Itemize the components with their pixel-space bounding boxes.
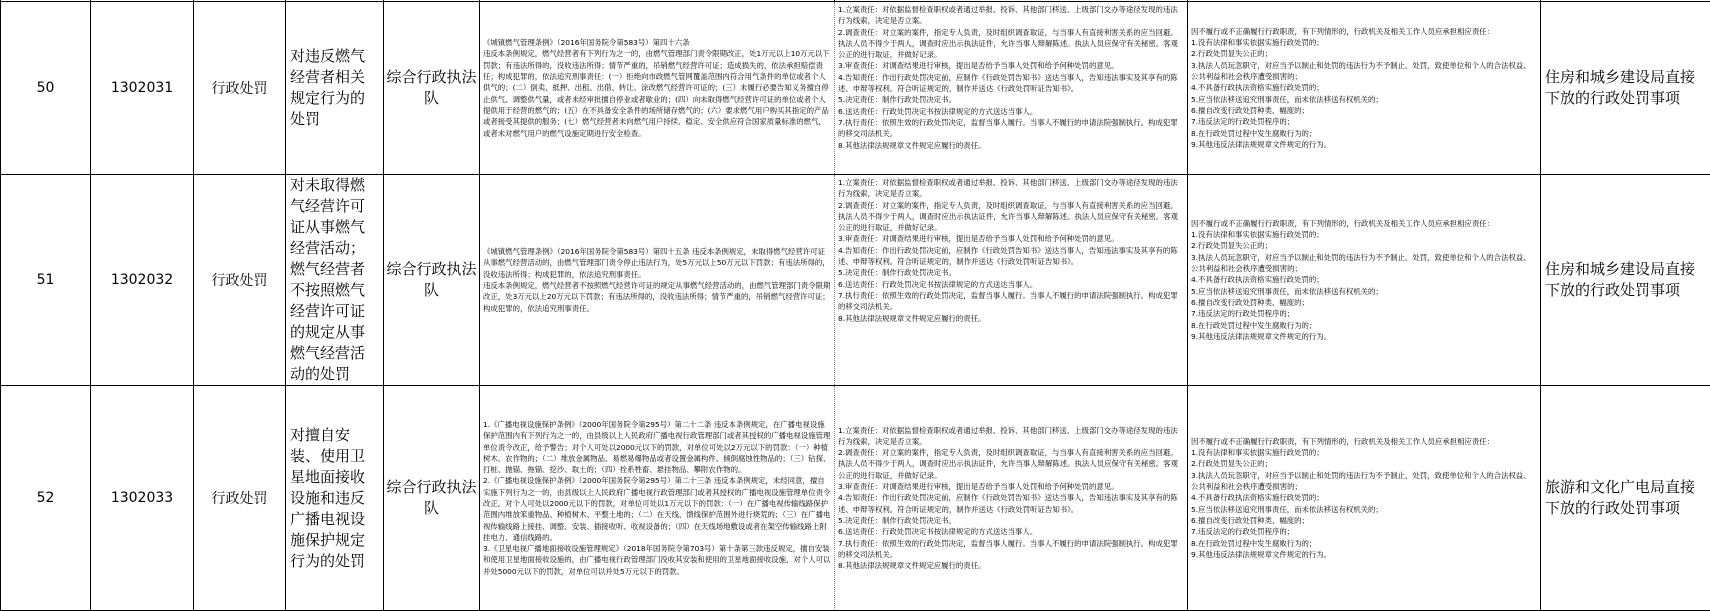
resp-item: 1.立案责任：对依据监督检查职权或者通过举报、投诉、其他部门移送、上级部门交办等途径发现的违法行为线索，决定是否立案。 [838, 4, 1184, 27]
item-name: 对未取得燃气经营许可证从事燃气经营活动；燃气经营者不按照燃气经营许可证的规定从事燃气经营活动的处罚 [286, 175, 384, 386]
bureau-note: 住房和城乡建设局直接下放的行政处罚事项 [1541, 175, 1710, 386]
resp-item: 5.决定责任：制作行政处罚决定书。 [838, 515, 1184, 526]
basis-paragraph: 1.《广播电视设施保护条例》（2000年国务院令第295号）第二十二条 违反本条例规定，在广播电视设施保护范围内有下列行为之一的，由县级以上人民政府广播电视行政管理部门或者其授权的广播电视设施管理单位责令改正，给予警告；对个人可处以2000元以下的罚款，对单位可处以2万元以下的罚款：（一）种植树木、农作物的；（二）堆放金属物品、易燃易爆物品或者设置金属构件、倾倒腐蚀性物品的；（三）钻探、打桩、抛锚、拖锚、挖沙、取土的；（四）拴系牲畜、悬挂物品、攀附农作物的。 [483, 419, 831, 475]
basis-paragraph: 《城镇燃气管理条例》（2016年国务院令第583号）第四十五条 违反本条例规定，未取得燃气经营许可证从事燃气经营活动的，由燃气管理部门责令停止违法行为，处5万元以上50万元以下罚款；有违法所得的，没收违法所得；构成犯罪的，依法追究刑事责任。 [483, 246, 831, 280]
acc-item: 8.在行政处罚过程中发生腐败行为的； [1191, 128, 1537, 139]
acc-item: 7.违反法定的行政处罚程序的； [1191, 526, 1537, 537]
resp-item: 1.立案责任：对依据监督检查职权或者通过举报、投诉、其他部门移送、上级部门交办等途径发现的违法行为线索，决定是否立案。 [838, 177, 1184, 200]
basis-paragraph: 《城镇燃气管理条例》（2016年国务院令第583号）第四十六条 [483, 37, 831, 48]
resp-item: 5.决定责任：制作行政处罚决定书。 [838, 267, 1184, 278]
acc-item: 3.执法人员玩忽职守，对应当予以制止和处罚的违法行为不予制止、处罚，致使单位和个人的合法权益、公共利益和社会秩序遭受损害的； [1191, 60, 1537, 83]
acc-item: 6.擅自改变行政处罚种类、幅度的； [1191, 297, 1537, 308]
acc-item: 因不履行或不正确履行行政职责，有下列情形的，行政机关及相关工作人员应承担相应责任： [1191, 218, 1537, 229]
resp-item: 6.送达责任：行政处罚决定书按法律规定的方式送达当事人。 [838, 279, 1184, 290]
item-type: 行政处罚 [194, 2, 286, 175]
acc-item: 2.行政处罚显失公正的； [1191, 458, 1537, 469]
acc-item: 5.应当依法移送追究刑事责任，而未依法移送有权机关的； [1191, 286, 1537, 297]
resp-item: 2.调查责任：对立案的案件，指定专人负责，及时组织调查取证，与当事人有直接利害关系的应当回避。执法人员不得少于两人，调查时应出示执法证件，允许当事人辩解陈述。执法人员应保守有关秘密。客观公正的进行取证，并做好记录。 [838, 200, 1184, 234]
acc-item: 3.执法人员玩忽职守，对应当予以制止和处罚的违法行为不予制止、处罚，致使单位和个人的合法权益、公共利益和社会秩序遭受损害的； [1191, 470, 1537, 493]
acc-item: 7.违反法定的行政处罚程序的； [1191, 116, 1537, 127]
enforcement-dept: 综合行政执法队 [384, 175, 480, 386]
acc-item: 9.其他违反法律法规规章文件规定的行为。 [1191, 139, 1537, 150]
acc-item: 8.在行政处罚过程中发生腐败行为的； [1191, 538, 1537, 549]
resp-item: 2.调查责任：对立案的案件，指定专人负责，及时组织调查取证，与当事人有直接利害关系的应当回避。执法人员不得少于两人，调查时应出示执法证件，允许当事人辩解陈述。执法人员应保守有关秘密。客观公正的进行取证，并做好记录。 [838, 27, 1184, 61]
item-name: 对擅自安装、使用卫星地面接收设施和违反广播电视设施保护规定行为的处罚 [286, 386, 384, 611]
resp-item: 4.告知责任：作出行政处罚决定前，应制作《行政处罚告知书》送达当事人，告知违法事实及其享有的陈述、申辩等权利。符合听证规定的，制作并送达《行政处罚听证告知书》。 [838, 72, 1184, 95]
acc-item: 8.在行政处罚过程中发生腐败行为的； [1191, 320, 1537, 331]
resp-item: 6.送达责任：行政处罚决定书按法律规定的方式送达当事人。 [838, 526, 1184, 537]
legal-basis [480, 2, 835, 175]
resp-item: 4.告知责任：作出行政处罚决定前，应制作《行政处罚告知书》送达当事人，告知违法事实及其享有的陈述、申辩等权利。符合听证规定的，制作并送达《行政处罚听证告知书》。 [838, 245, 1184, 268]
acc-item: 3.执法人员玩忽职守，对应当予以制止和处罚的违法行为不予制止、处罚，致使单位和个人的合法权益、公共利益和社会秩序遭受损害的； [1191, 252, 1537, 275]
item-number: 50 [1, 2, 91, 175]
table-row [1, 175, 1710, 386]
resp-item: 8.其他法律法规规章文件规定应履行的责任。 [838, 140, 1184, 151]
resp-item: 3.审查责任：对调查结果进行审核，提出是否给予当事人处罚和给予何种处罚的意见。 [838, 481, 1184, 492]
item-code: 1302031 [91, 2, 194, 175]
resp-item: 3.审查责任：对调查结果进行审核，提出是否给予当事人处罚和给予何种处罚的意见。 [838, 233, 1184, 244]
item-number: 51 [1, 175, 91, 386]
resp-item: 5.决定责任：制作行政处罚决定书。 [838, 94, 1184, 105]
basis-paragraph: 2.《广播电视设施保护条例》（2000年国务院令第295号）第二十三条 违反本条例规定，未经同意，擅自实施下列行为之一的，由县级以上人民政府广播电视行政管理部门或者其授权的广播电视设施管理单位责令改正，对个人可处以2000元以下的罚款，对单位可处以1万元以下的罚款：（一）在广播电视传输线路保护范围内堆放笨重物品、种植树木、平整土地的；（二）在天线、馈线保护范围外进行烧荒的；（三）在广播电视传输线路上接挂、调整、安装、插接收听、收视设备的；（四）在天线场地敷设或者在架空传输线路上附挂电力、通信线路的。 [483, 475, 831, 543]
accountability-list [1188, 2, 1541, 175]
bureau-note: 旅游和文化广电局直接下放的行政处罚事项 [1541, 386, 1710, 611]
responsibility-list [835, 175, 1188, 386]
resp-item: 1.立案责任：对依据监督检查职权或者通过举报、投诉、其他部门移送、上级部门交办等途径发现的违法行为线索，决定是否立案。 [838, 425, 1184, 448]
basis-paragraph: 3.《卫星电视广播地面接收设施管理规定》（2018年国务院令第703号）第十条第三款违反规定，擅自安装和使用卫星地面接收设施的，由广播电视行政管理部门没收其安装和使用的卫星地面接收设施，对个人可以并处5000元以下的罚款，对单位可以并处5万元以下的罚款。 [483, 543, 831, 577]
enforcement-dept: 综合行政执法队 [384, 386, 480, 611]
basis-paragraph: 违反本条例规定，燃气经营者有下列行为之一的，由燃气管理部门责令限期改正，处1万元以上10万元以下罚款；有违法所得的，没收违法所得；情节严重的，吊销燃气经营许可证；造成损失的，依法承担赔偿责任；构成犯罪的，依法追究刑事责任：(一）拒绝向市政燃气管网覆盖范围内符合用气条件的单位或者个人供气的；(二）倒卖、抵押、出租、出借、转让、涂改燃气经营许可证的；(三）未履行必要告知义务擅自停止供气、调整供气量，或者未经审批擅自停业或者歇业的；(四）向未取得燃气经营许可证的单位或者个人提供用于经营的燃气的；(五）在不具备安全条件的场所储存燃气的；(六）要求燃气用户购买其指定的产品或者接受其提供的服务；(七）燃气经营者未向燃气用户持续、稳定、安全供应符合国家质量标准的燃气，或者未对燃气用户的燃气设施定期进行安全检查。 [483, 48, 831, 138]
item-code: 1302033 [91, 386, 194, 611]
acc-item: 5.应当依法移送追究刑事责任，而未依法移送有权机关的； [1191, 504, 1537, 515]
accountability-list [1188, 175, 1541, 386]
acc-item: 因不履行或不正确履行行政职责，有下列情形的，行政机关及相关工作人员应承担相应责任： [1191, 26, 1537, 37]
responsibility-list [835, 386, 1188, 611]
resp-item: 3.审查责任：对调查结果进行审核，提出是否给予当事人处罚和给予何种处罚的意见。 [838, 60, 1184, 71]
legal-basis [480, 175, 835, 386]
resp-item: 7.执行责任：依照生效的行政处罚决定，监督当事人履行。当事人不履行的申请法院强制执行。构成犯罪的移交司法机关。 [838, 117, 1184, 140]
resp-item: 8.其他法律法规规章文件规定应履行的责任。 [838, 560, 1184, 571]
resp-item: 8.其他法律法规规章文件规定应履行的责任。 [838, 313, 1184, 324]
accountability-list [1188, 386, 1541, 611]
enforcement-dept: 综合行政执法队 [384, 2, 480, 175]
table-row [1, 2, 1710, 175]
acc-item: 4.不具备行政执法资格实施行政处罚的； [1191, 82, 1537, 93]
acc-item: 4.不具备行政执法资格实施行政处罚的； [1191, 274, 1537, 285]
acc-item: 4.不具备行政执法资格实施行政处罚的； [1191, 492, 1537, 503]
bureau-note: 住房和城乡建设局直接下放的行政处罚事项 [1541, 2, 1710, 175]
acc-item: 9.其他违反法律法规规章文件规定的行为。 [1191, 331, 1537, 342]
acc-item: 2.行政处罚显失公正的； [1191, 240, 1537, 251]
table-row [1, 386, 1710, 611]
item-type: 行政处罚 [194, 175, 286, 386]
acc-item: 9.其他违反法律法规规章文件规定的行为。 [1191, 549, 1537, 560]
acc-item: 7.违反法定的行政处罚程序的； [1191, 308, 1537, 319]
acc-item: 1.没有法律和事实依据实施行政处罚的； [1191, 447, 1537, 458]
resp-item: 6.送达责任：行政处罚决定书按法律规定的方式送达当事人。 [838, 106, 1184, 117]
basis-paragraph: 违反本条例规定，燃气经营者不按照燃气经营许可证的规定从事燃气经营活动的，由燃气管理部门责令限期改正，处3万元以上20万元以下罚款；有违法所得的，没收违法所得；情节严重的，吊销燃气经营许可证；构成犯罪的，依法追究刑事责任。 [483, 280, 831, 314]
responsibility-list [835, 2, 1188, 175]
item-number: 52 [1, 386, 91, 611]
resp-item: 7.执行责任：依照生效的行政处罚决定，监督当事人履行。当事人不履行的申请法院强制执行。构成犯罪的移交司法机关。 [838, 538, 1184, 561]
acc-item: 因不履行或不正确履行行政职责，有下列情形的，行政机关及相关工作人员应承担相应责任： [1191, 436, 1537, 447]
acc-item: 2.行政处罚显失公正的； [1191, 48, 1537, 59]
item-type: 行政处罚 [194, 386, 286, 611]
resp-item: 7.执行责任：依照生效的行政处罚决定，监督当事人履行。当事人不履行的申请法院强制执行。构成犯罪的移交司法机关。 [838, 290, 1184, 313]
acc-item: 1.没有法律和事实依据实施行政处罚的； [1191, 37, 1537, 48]
acc-item: 1.没有法律和事实依据实施行政处罚的； [1191, 229, 1537, 240]
resp-item: 2.调查责任：对立案的案件，指定专人负责，及时组织调查取证，与当事人有直接利害关系的应当回避。执法人员不得少于两人，调查时应出示执法证件，允许当事人辩解陈述。执法人员应保守有关秘密。客观公正的进行取证，并做好记录。 [838, 447, 1184, 481]
item-name: 对违反燃气经营者相关规定行为的处罚 [286, 2, 384, 175]
item-code: 1302032 [91, 175, 194, 386]
resp-item: 4.告知责任：作出行政处罚决定前，应制作《行政处罚告知书》送达当事人，告知违法事实及其享有的陈述、申辩等权利。符合听证规定的，制作并送达《行政处罚听证告知书》。 [838, 492, 1184, 515]
legal-basis [480, 386, 835, 611]
acc-item: 6.擅自改变行政处罚种类、幅度的； [1191, 515, 1537, 526]
acc-item: 5.应当依法移送追究刑事责任，而未依法移送有权机关的； [1191, 94, 1537, 105]
acc-item: 6.擅自改变行政处罚种类、幅度的； [1191, 105, 1537, 116]
